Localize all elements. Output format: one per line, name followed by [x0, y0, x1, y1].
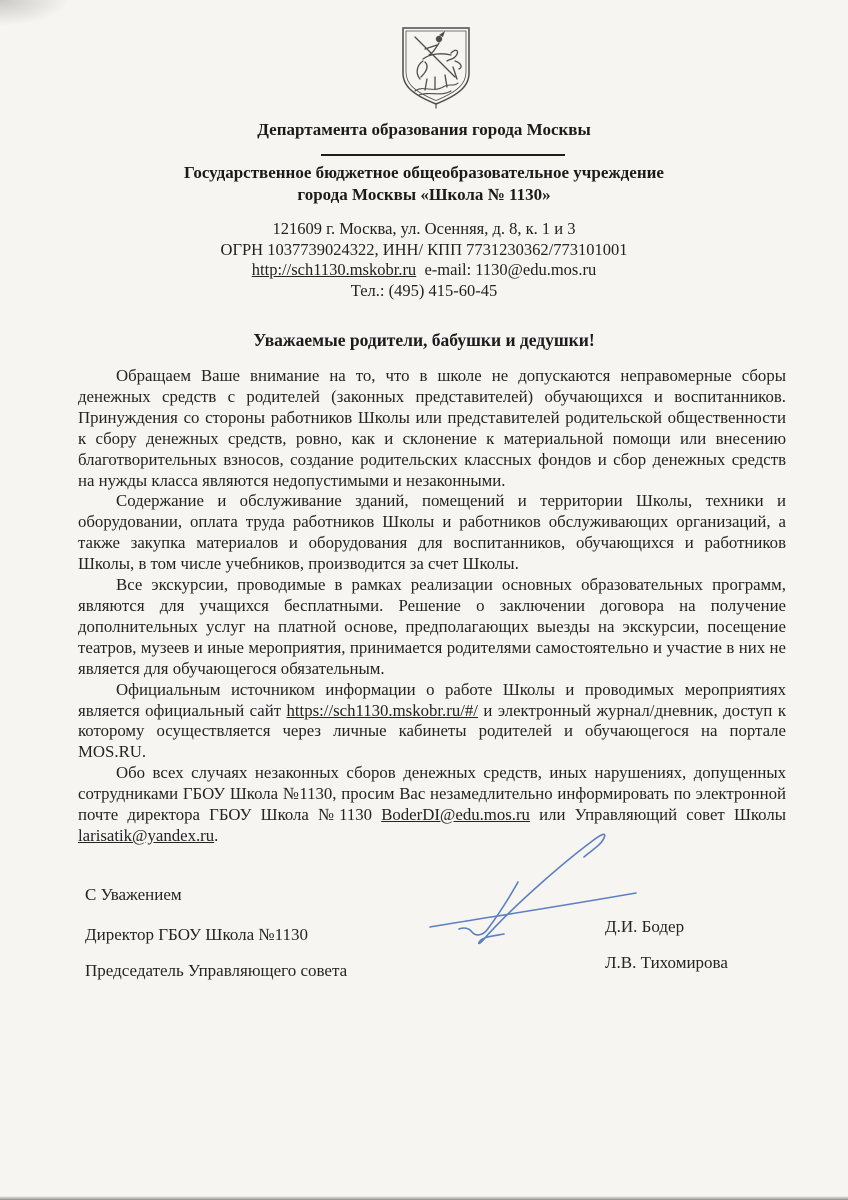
- paragraph5-text-before: Обо всех случаях незаконных сборов денежных средств, иных нарушениях, допущенных сотрудниками ГБОУ Школа №1130, просим Вас незамедлительно информировать по электронной почте директора ГБОУ Школа №1130: [78, 763, 786, 825]
- paragraph4-text-after: и электронный журнал/дневник, доступ к которому осуществляется через личные кабинеты родителей и обучающегося на портале MOS.RU.: [78, 700, 786, 762]
- organization-name-line1: Государственное бюджетное общеобразовательное учреждение: [184, 163, 664, 182]
- contact-block: [0, 219, 848, 301]
- council-email-link[interactable]: larisatik@yandex.ru: [78, 825, 215, 845]
- department-title: Департамента образования города Москвы: [257, 120, 591, 139]
- director-name: Д.И. Бодер: [605, 917, 685, 936]
- registration-line: ОГРН 1037739024322, ИНН/ КПП 7731230362/773101001: [220, 239, 628, 259]
- address-line: 121609 г. Москва, ул. Осенняя, д. 8, к. 1 и 3: [272, 219, 576, 238]
- moscow-coat-of-arms-icon: [399, 25, 473, 114]
- school-site-link[interactable]: https://sch1130.mskobr.ru/#/: [286, 700, 478, 720]
- paragraph-excursions: Все экскурсии, проводимые в рамках реализации основных образовательных программ, являются для учащихся бесплатными. Решение о заключении договора на получение дополнительных услуг на платной основе, предполагающих выезды на экскурсии, посещение театров, музеев и иные мероприятия, принимается родителями самостоятельно и участие в них не является для обучающегося обязательным.: [78, 575, 786, 678]
- salutation-heading: Уважаемые родители, бабушки и дедушки!: [253, 330, 595, 350]
- scan-artifact-bottom-edge: [0, 1196, 848, 1200]
- director-title: Директор ГБОУ Школа №1130: [85, 925, 309, 944]
- director-email-link[interactable]: BoderDI@edu.mos.ru: [381, 805, 530, 825]
- letter-body: [78, 366, 786, 847]
- paragraph5-text-middle: или Управляющий совет Школы: [529, 805, 786, 825]
- website-link[interactable]: http://sch1130.mskobr.ru: [251, 260, 417, 280]
- closing-phrase: С Уважением: [85, 885, 182, 904]
- paragraph-official-sources: [78, 680, 786, 764]
- web-email-line: [0, 260, 848, 281]
- paragraph5-text-after: .: [214, 825, 219, 845]
- council-chairman-title: Председатель Управляющего совета: [85, 961, 348, 980]
- scan-artifact-corner: [0, 0, 70, 26]
- paragraph4-text-before: Официальным источником информации о работе Школы и проводимых мероприятиях является официальный сайт: [78, 679, 786, 720]
- council-chairman-name: Л.В. Тихомирова: [605, 953, 728, 972]
- organization-name-line2: города Москвы «Школа № 1130»: [297, 185, 551, 204]
- email-text: e-mail: 1130@edu.mos.ru: [424, 260, 597, 280]
- paragraph-school-funding: Содержание и обслуживание зданий, помещений и территории Школы, техники и оборудовании, оплата труда работников Школы и работников обслуживающих организаций, а также закупка материалов и оборудования для воспитанников, обучающихся и работников Школы, в том числе учебников, производится за счет Школы.: [78, 491, 786, 574]
- phone-line: Тел.: (495) 415-60-45: [350, 280, 498, 300]
- paragraph-illegal-fees: Обращаем Ваше внимание на то, что в школе не допускаются неправомерные сборы денежных средств с родителей (законных представителей) обучающихся и воспитанников. Принуждения со стороны работников Школы или представителей родительской общественности к сбору денежных средств, ровно, как и склонение к материальной помощи или внесению благотворительных взносов, создание родительских классных фондов и сбор денежных средств на нужды класса являются недопустимыми и незаконными.: [78, 366, 786, 490]
- letterhead-divider: [321, 154, 565, 156]
